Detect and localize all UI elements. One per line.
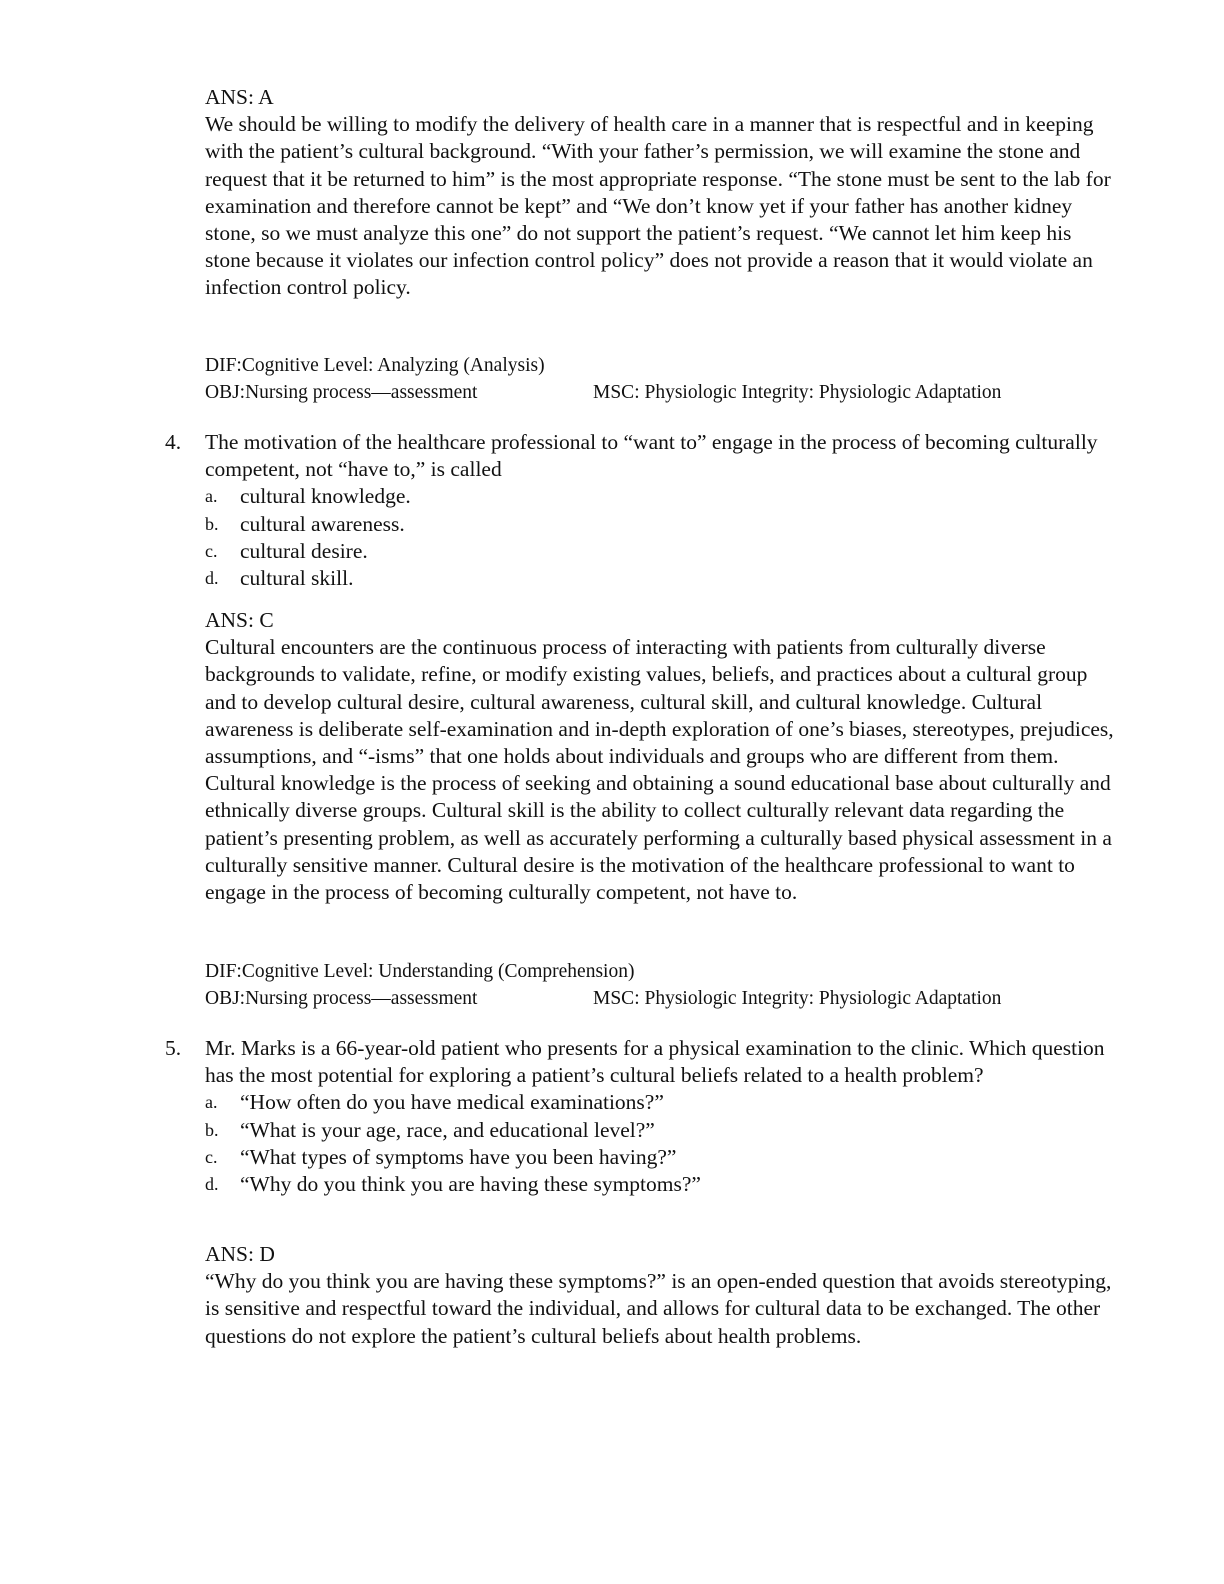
obj-text: OBJ:Nursing process—assessment [205,381,478,403]
metadata-q3 [205,353,1105,406]
option-a [205,483,1115,510]
option-letter: c. [205,1146,218,1167]
option-text: cultural knowledge. [240,484,411,509]
answer-options [205,1089,1115,1198]
option-d [205,1171,1115,1198]
option-letter: d. [205,1173,219,1194]
question-4 [165,429,1115,614]
option-text: “What types of symptoms have you been having?” [240,1144,677,1169]
obj-text: OBJ:Nursing process—assessment [205,987,478,1009]
option-letter: d. [205,567,219,588]
option-letter: b. [205,1119,219,1140]
question-number: 4. [165,430,182,454]
answer-label: ANS: C [205,608,274,632]
option-letter: c. [205,540,218,561]
obj-msc-row [205,380,1105,407]
answer-rationale: “Why do you think you are having these symptoms?” is an open-ended question that avoids stereotyping, is sensitive and respectful toward the individual, and allows for cultural data to be exchanged. The other questions do not explore the patient’s cultural beliefs about health problems. [205,1269,1112,1348]
answer-block-q5 [205,1241,1115,1350]
question-stem: Mr. Marks is a 66-year-old patient who presents for a physical examination to the clinic. Which question has the most potential for exploring a patient’s cultural beliefs related to a health problem? [205,1036,1105,1088]
answer-rationale: We should be willing to modify the delivery of health care in a manner that is respectful and in keeping with the patient’s cultural background. “With your father’s permission, we will examine the stone and request that it be returned to him” is the most appropriate response. “The stone must be sent to the lab for examination and therefore cannot be kept” and “We don’t know yet if your father has another kidney stone, so we must analyze this one” do not support the patient’s request. “We cannot let him keep his stone because it violates our infection control policy” does not provide a reason that it would violate an infection control policy. [205,112,1111,300]
option-text: “How often do you have medical examinations?” [240,1090,664,1115]
msc-text: MSC: Physiologic Integrity: Physiologic Adaptation [593,987,1002,1009]
msc-text: MSC: Physiologic Integrity: Physiologic Adaptation [593,381,1002,403]
answer-block-q4 [205,607,1115,906]
dif-text: DIF:Cognitive Level: Analyzing (Analysis) [205,355,545,376]
option-c [205,1144,1115,1171]
dif-row [205,353,1105,380]
option-letter: a. [205,1092,218,1113]
question-5 [165,1035,1115,1220]
obj-msc-row [205,986,1105,1013]
option-text: “Why do you think you are having these symptoms?” [240,1171,701,1196]
question-number: 5. [165,1036,182,1060]
answer-label: ANS: D [205,1242,275,1266]
answer-rationale: Cultural encounters are the continuous process of interacting with patients from culturally diverse backgrounds to validate, refine, or modify existing values, beliefs, and practices about a cultural group and to develop cultural desire, cultural awareness, cultural skill, and cultural knowledge. Cultural awareness is deliberate self-examination and in-depth exploration of one’s biases, stereotypes, prejudices, assumptions, and “-isms” that one holds about individuals and groups who are different from them. Cultural knowledge is the process of seeking and obtaining a sound educational base about culturally and ethnically diverse groups. Cultural skill is the ability to collect culturally relevant data regarding the patient’s presenting problem, as well as accurately performing a culturally based physical assessment in a culturally sensitive manner. Cultural desire is the motivation of the healthcare professional to want to engage in the process of becoming culturally competent, not have to. [205,635,1114,905]
answer-label: ANS: A [205,85,274,109]
metadata-q4 [205,959,1105,1012]
option-letter: b. [205,513,219,534]
dif-text: DIF:Cognitive Level: Understanding (Comprehension) [205,961,635,982]
dif-row [205,959,1105,986]
option-a [205,1089,1115,1116]
answer-options [205,483,1115,592]
option-b [205,511,1115,538]
option-text: “What is your age, race, and educational level?” [240,1117,655,1142]
option-text: cultural skill. [240,565,354,590]
option-d [205,565,1115,592]
option-letter: a. [205,486,218,507]
option-c [205,538,1115,565]
option-b [205,1117,1115,1144]
question-stem: The motivation of the healthcare professional to “want to” engage in the process of becoming culturally competent, not “have to,” is called [205,430,1098,482]
option-text: cultural awareness. [240,511,405,536]
option-text: cultural desire. [240,538,368,563]
answer-block-q3 [205,84,1115,302]
